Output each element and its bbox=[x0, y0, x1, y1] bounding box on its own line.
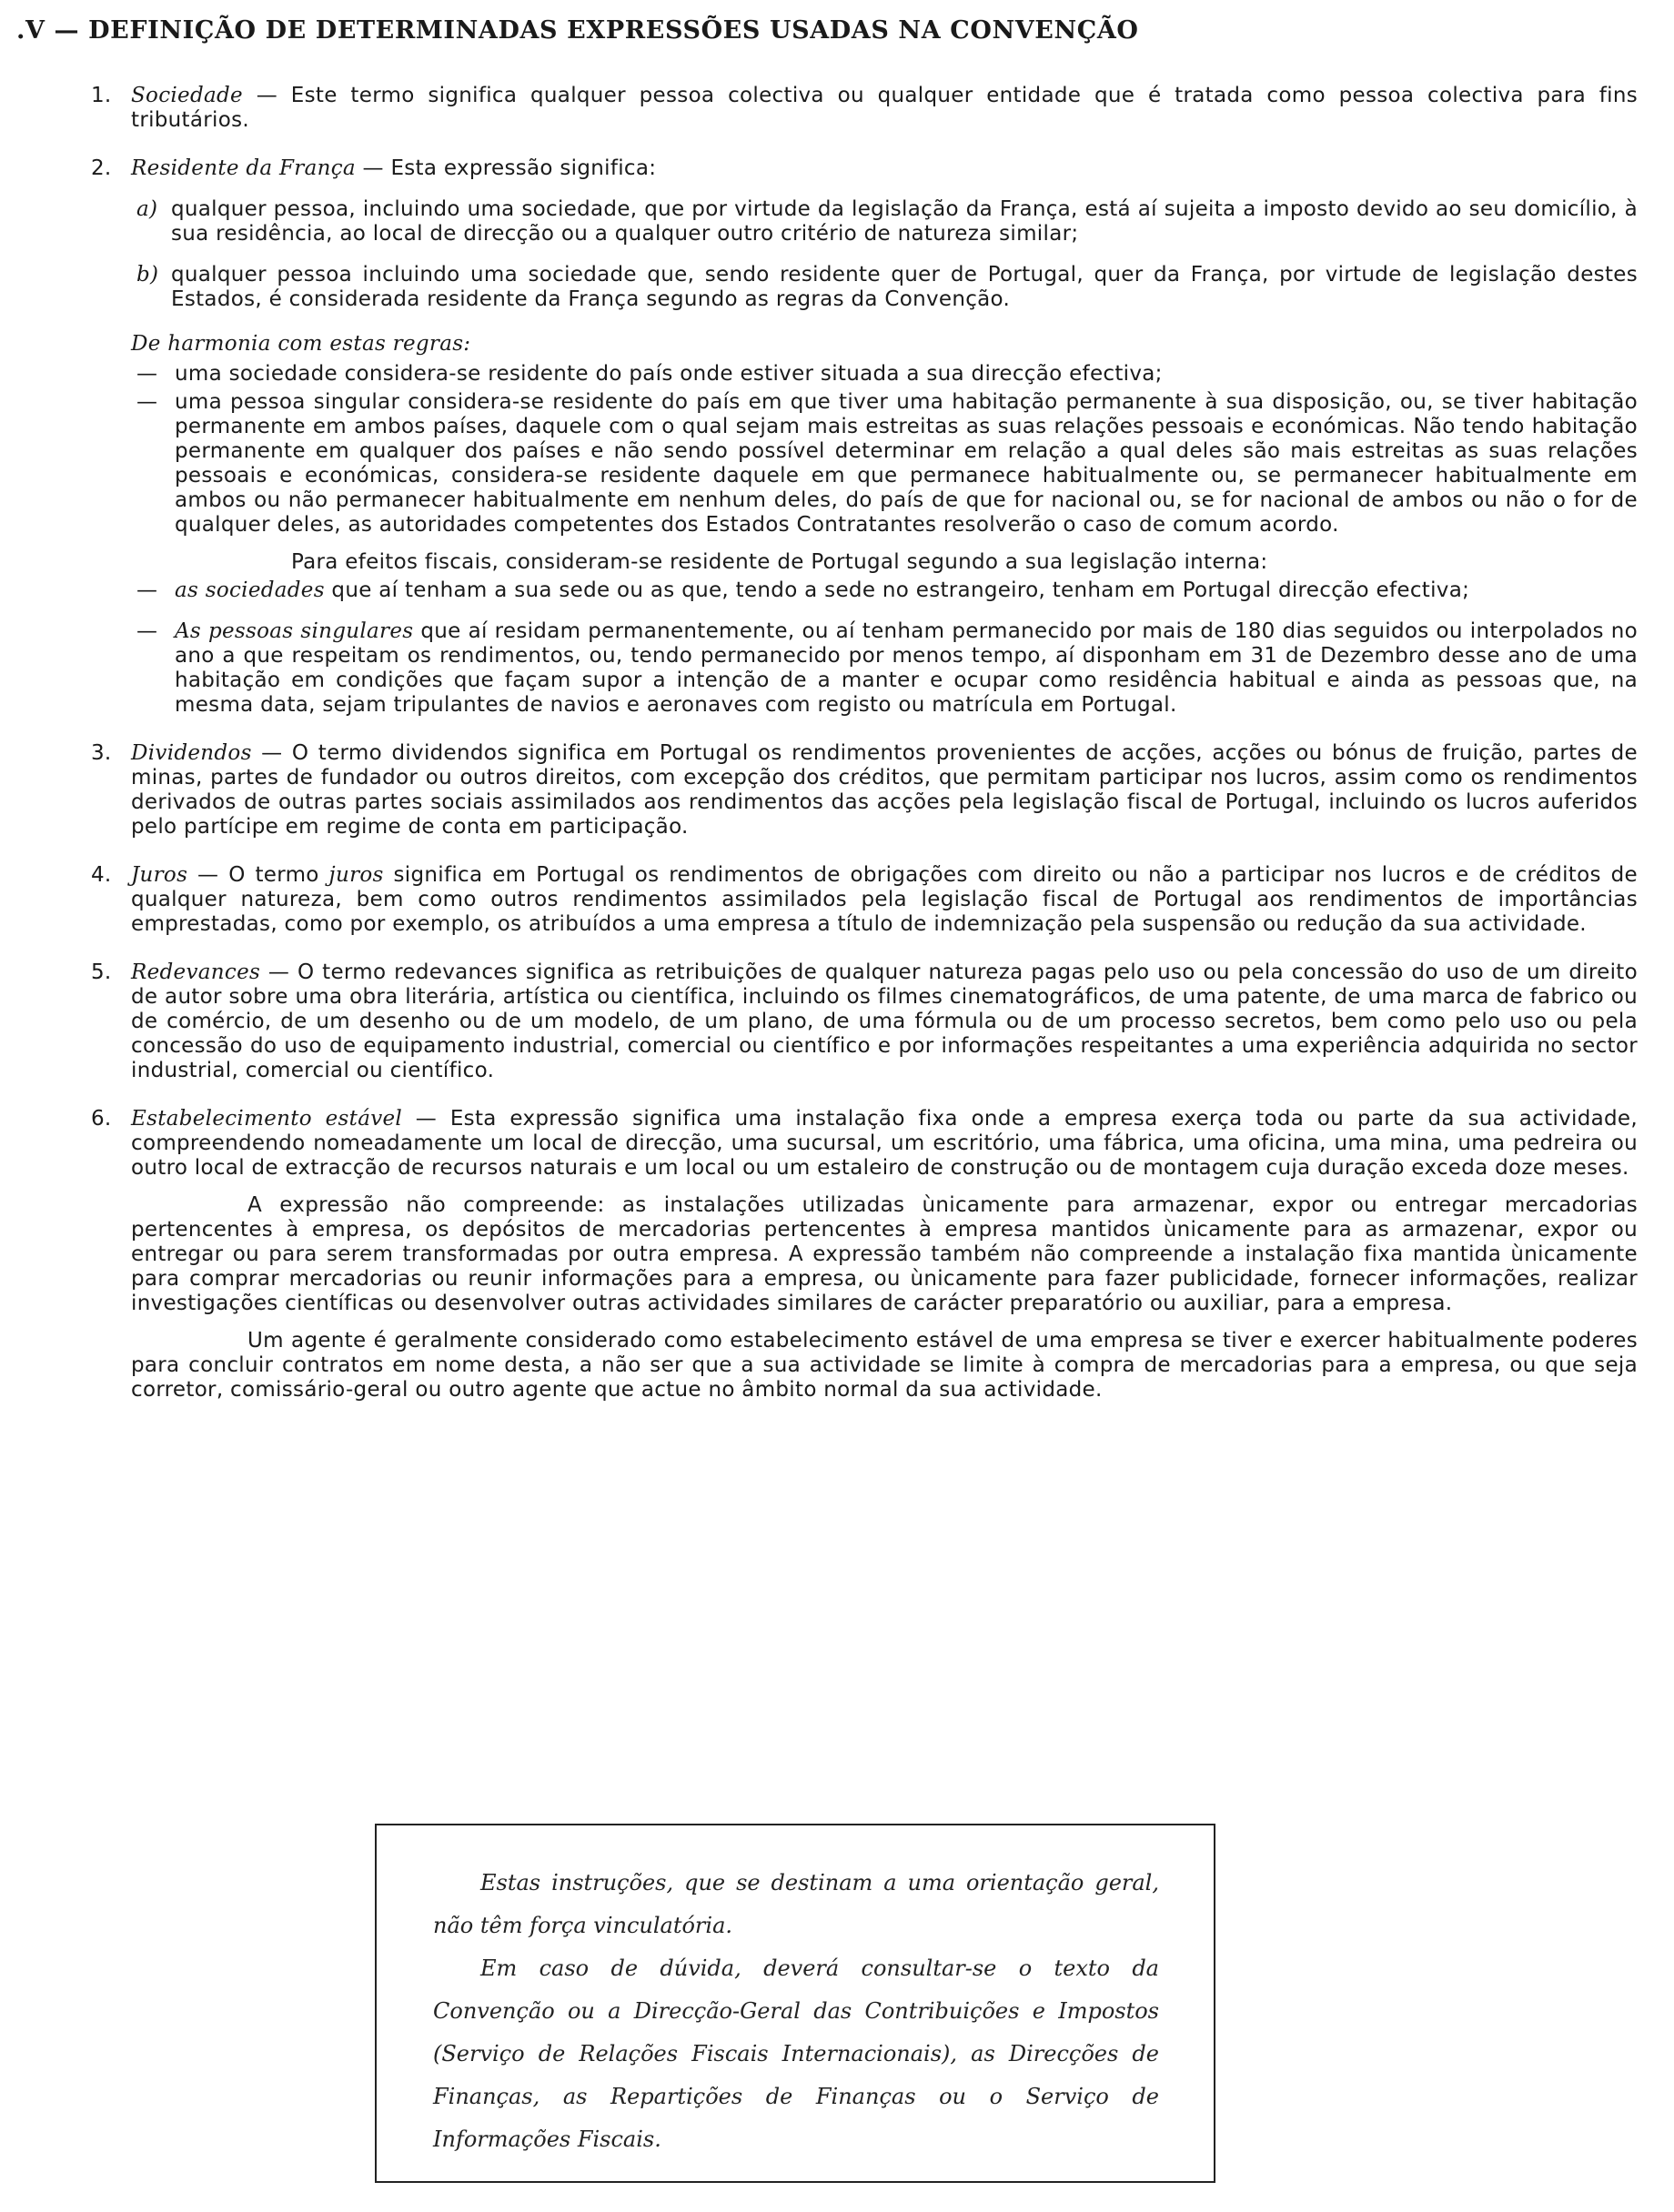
definition-text: — O termo redevances significa as retribuições de qualquer natureza pagas pelo uso ou pela concessão do uso de um direito de autor sobre uma obra literária, artística ou científica, incluindo os filmes cinematográficos, de uma patente, de uma marca de fabrico ou de comércio, de um desenho ou de um modelo, de um plano, de uma fórmula ou de um processo secretos, bem como pelo uso ou pela concessão do uso de equipamento industrial, comercial ou científico e por informações respeitantes a uma experiência adquirida no sector industrial, comercial ou científico. bbox=[131, 960, 1638, 1082]
notice-paragraph: Estas instruções, que se destinam a uma orientação geral, não têm força vinculatória. bbox=[433, 1870, 1159, 1938]
sub-item-label: b) bbox=[136, 263, 159, 287]
item-number: 4. bbox=[91, 863, 112, 887]
fiscal-text: que aí residam permanentemente, ou aí tenham permanecido por mais de 180 dias seguidos ou interpolados no ano a que respeitam os rendimentos, ou, tendo permanecido por menos tempo, aí disponham em 31 de Dezembro desse ano de uma habitação em condições que façam supor a intenção de a manter e ocupar como residência habitual e ainda as pessoas que, na mesma data, sejam tripulantes de navios e aeronaves com registo ou matrícula em Portugal. bbox=[175, 619, 1638, 717]
item-number: 5. bbox=[91, 960, 112, 984]
defined-term: Residente da França bbox=[131, 156, 356, 180]
defined-term: Dividendos bbox=[131, 741, 252, 765]
defined-term: Juros bbox=[131, 863, 188, 887]
notice-paragraph: Em caso de dúvida, deverá consultar-se o texto da Convenção ou a Direcção-Geral das Contribuições e Impostos (Serviço de Relações Fiscais Internacionais), as Direcções de Finanças, as Repartições de Finanças ou o Serviço de Informações Fiscais. bbox=[433, 1956, 1159, 2152]
fiscal-intro: Para efeitos fiscais, consideram-se residente de Portugal segundo a sua legislação interna: bbox=[291, 550, 1268, 574]
definition-item-juros bbox=[91, 863, 1638, 937]
rules-intro: De harmonia com estas regras: bbox=[131, 332, 471, 356]
paragraph-agent: Um agente é geralmente considerado como estabelecimento estável de uma empresa se tiver e exercer habitualmente poderes para concluir contratos em nome desta, a não ser que a sua actividade se limite à compra de mercadorias para a empresa, ou que seja corretor, comissário-geral ou outro agente que actue no âmbito normal da sua actividade. bbox=[131, 1329, 1638, 1402]
definition-item-estabelecimento bbox=[91, 1107, 1638, 1403]
fiscal-term: As pessoas singulares bbox=[175, 619, 414, 643]
rule-text: uma sociedade considera-se residente do país onde estiver situada a sua direcção efectiva; bbox=[175, 362, 1163, 386]
fiscal-item-sociedades bbox=[131, 578, 1638, 603]
fiscal-text: que aí tenham a sua sede ou as que, tendo a sede no estrangeiro, tenham em Portugal direcção efectiva; bbox=[324, 578, 1470, 602]
definitions-list bbox=[91, 84, 1638, 1426]
sub-item-label: a) bbox=[136, 197, 158, 221]
definition-item-redevances bbox=[91, 960, 1638, 1083]
definition-text: significa em Portugal os rendimentos de obrigações com direito ou não a participar nos lucros e de créditos de qualquer natureza, bem como outros rendimentos assimilados pela legislação fiscal de Portugal aos rendimentos de importâncias emprestadas, como por exemplo, os atribuídos a uma empresa a título de indemnização pela suspensão ou redução da sua actividade. bbox=[131, 863, 1638, 936]
paragraph-exclusions: A expressão não compreende: as instalações utilizadas ùnicamente para armazenar, expor ou entregar mercadorias pertencentes à empresa, os depósitos de mercadorias pertencentes à empresa mantidos ùnicamente para as armazenar, expor ou entregar ou para serem transformadas por outra empresa. A expressão também não compreende a instalação fixa mantida ùnicamente para comprar mercadorias ou reunir informações para a empresa, ou ùnicamente para fazer publicidade, fornecer informações, realizar investigações científicas ou desenvolver outras actividades similares de carácter preparatório ou auxiliar, para a empresa. bbox=[131, 1193, 1638, 1315]
item-number: 6. bbox=[91, 1107, 112, 1131]
rule-item bbox=[131, 362, 1638, 387]
definition-text: — Esta expressão significa: bbox=[355, 156, 657, 180]
definition-text: — O termo bbox=[187, 863, 329, 887]
definition-item-sociedade bbox=[91, 84, 1638, 133]
definition-text: — O termo dividendos significa em Portugal os rendimentos provenientes de acções, acções ou bónus de fruição, partes de minas, partes de fundador ou outros direitos, com excepção dos créditos, que permitam participar nos lucros, assim como os rendimentos derivados de outras partes sociais assimilados aos rendimentos das acções pela legislação fiscal de Portugal, incluindo os lucros auferidos pelo partícipe em regime de conta em participação. bbox=[131, 741, 1638, 839]
definition-item-dividendos bbox=[91, 741, 1638, 840]
dash-marker: — bbox=[136, 578, 158, 602]
defined-term: Estabelecimento estável bbox=[131, 1107, 403, 1131]
item-number: 2. bbox=[91, 156, 112, 180]
definition-item-residente bbox=[91, 156, 1638, 718]
sub-item-text: qualquer pessoa, incluindo uma sociedade, que por virtude da legislação da França, está aí sujeita a imposto devido ao seu domicílio, à sua residência, ao local de direcção ou a qualquer outro critério de natureza similar; bbox=[171, 197, 1638, 246]
rule-item bbox=[131, 390, 1638, 538]
dash-marker: — bbox=[136, 619, 158, 643]
notice-box bbox=[375, 1824, 1215, 2183]
item-number: 1. bbox=[91, 84, 112, 107]
section-heading: .V — DEFINIÇÃO DE DETERMINADAS EXPRESSÕES USADAS NA CONVENÇÃO bbox=[16, 16, 1139, 45]
rule-text: uma pessoa singular considera-se residente do país em que tiver uma habitação permanente à sua disposição, ou, se tiver habitação permanente em ambos países, daquele com o qual sejam mais estreitas as suas relações pessoais e económicas. Não tendo habitação permanente em qualquer dos países e não sendo possível determinar em relação a qual deles são mais estreitas as suas relações pessoais e económicas, considera-se residente daquele em que permanece habitualmente ou, se permanecer habitualmente em ambos ou não permanecer habitualmente em nenhum deles, do país de que for nacional ou, se for nacional de ambos ou não o for de qualquer deles, as autoridades competentes dos Estados Contratantes resolverão o caso de comum acordo. bbox=[175, 390, 1638, 537]
sub-item-text: qualquer pessoa incluindo uma sociedade que, sendo residente quer de Portugal, quer da França, por virtude de legislação destes Estados, é considerada residente da França segundo as regras da Convenção. bbox=[171, 263, 1638, 311]
defined-term: Sociedade bbox=[131, 84, 243, 107]
inline-term: juros bbox=[328, 863, 384, 887]
definition-text: — Este termo significa qualquer pessoa colectiva ou qualquer entidade que é tratada como pessoa colectiva para fins tributários. bbox=[131, 84, 1638, 132]
sub-item-b bbox=[131, 263, 1638, 312]
fiscal-item-pessoas bbox=[131, 619, 1638, 718]
definition-text: — Esta expressão significa uma instalação fixa onde a empresa exerça toda ou parte da sua actividade, compreendendo nomeadamente um local de direcção, uma sucursal, um escritório, uma fábrica, uma oficina, uma mina, uma pedreira ou outro local de extracção de recursos naturais e um local ou um estaleiro de construção ou de montagem cuja duração exceda doze meses. bbox=[131, 1107, 1638, 1180]
dash-marker: — bbox=[136, 362, 158, 386]
dash-marker: — bbox=[136, 390, 158, 414]
item-number: 3. bbox=[91, 741, 112, 765]
sub-item-a bbox=[131, 197, 1638, 246]
defined-term: Redevances bbox=[131, 960, 261, 984]
fiscal-term: as sociedades bbox=[175, 578, 325, 602]
